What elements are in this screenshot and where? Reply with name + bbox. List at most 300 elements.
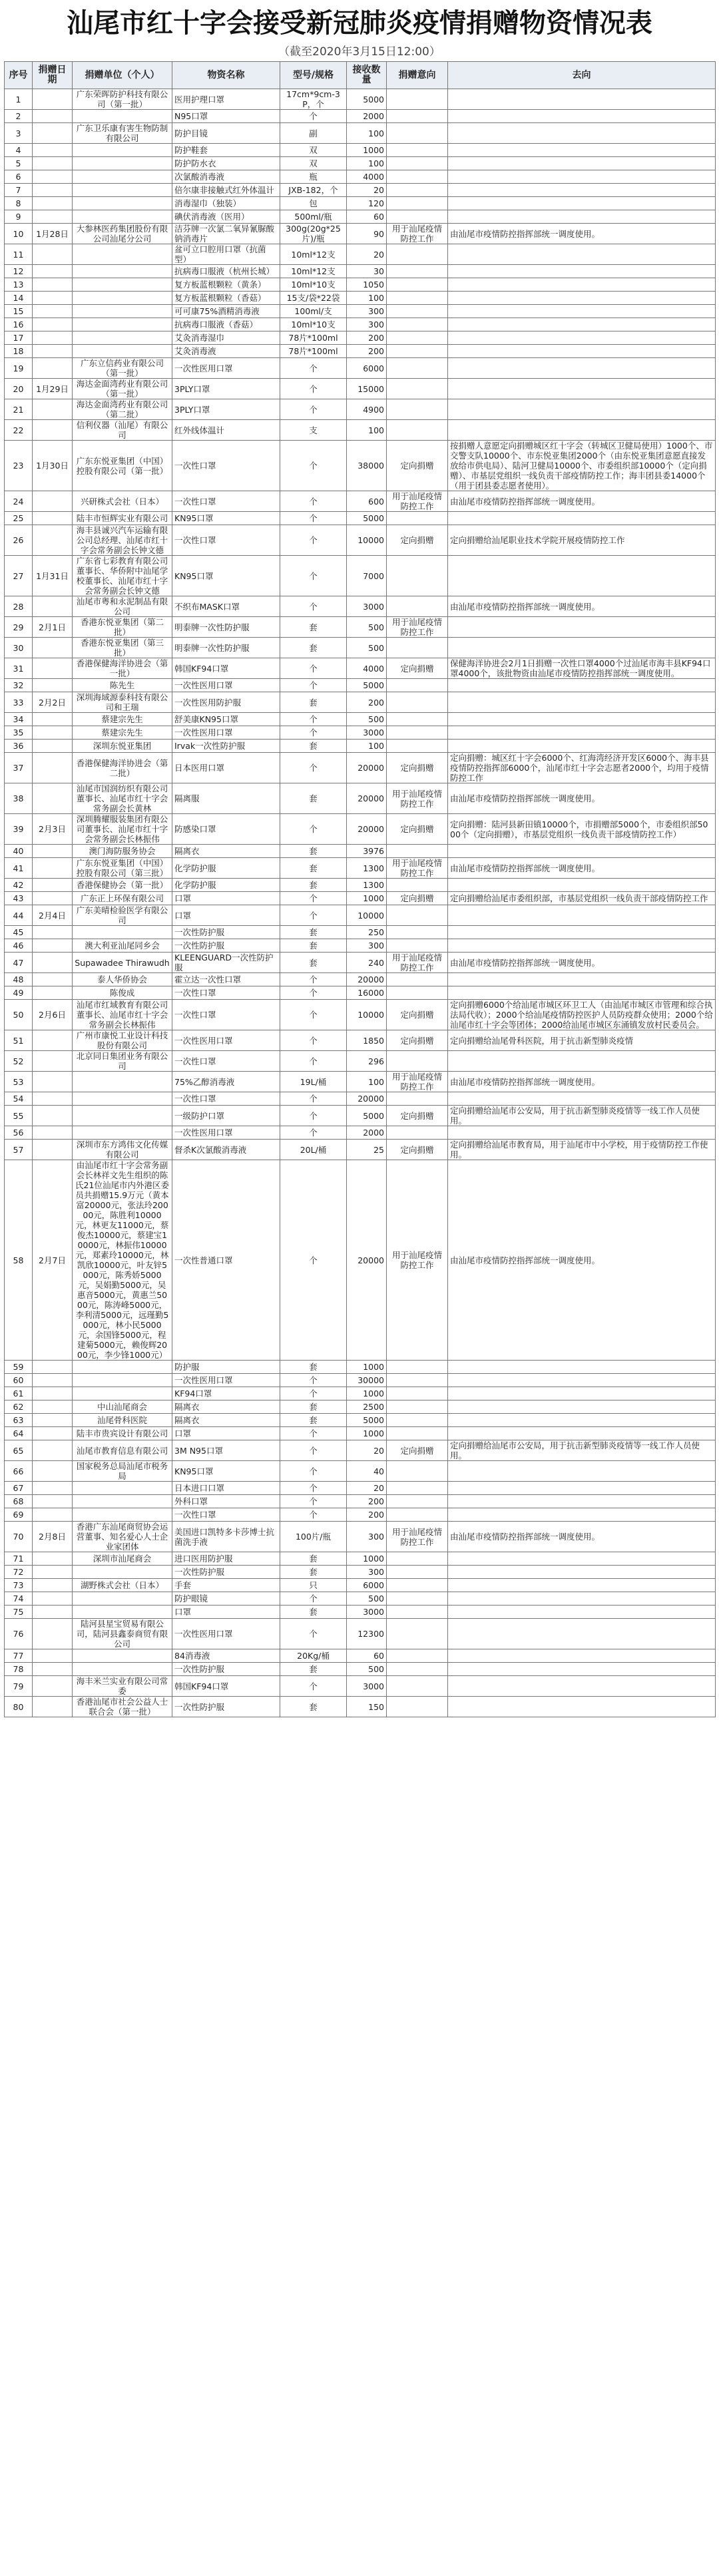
cell-donor: 广东美晴检验医学有限公司 bbox=[73, 905, 172, 926]
cell-date bbox=[33, 1072, 73, 1092]
cell-date bbox=[33, 1051, 73, 1072]
cell-index: 57 bbox=[5, 1140, 33, 1160]
cell-quantity: 5000 bbox=[347, 89, 387, 110]
cell-index: 2 bbox=[5, 110, 33, 123]
cell-quantity: 1000 bbox=[347, 1552, 387, 1566]
cell-date bbox=[33, 1676, 73, 1697]
cell-date: 1月29日 bbox=[33, 379, 73, 399]
cell-quantity: 100 bbox=[347, 740, 387, 753]
cell-spec: 17cm*9cm-3P，个 bbox=[280, 89, 347, 110]
cell-intent bbox=[387, 210, 448, 224]
table-row bbox=[5, 491, 716, 512]
cell-index: 51 bbox=[5, 1030, 33, 1051]
table-row bbox=[5, 441, 716, 491]
cell-item: 一次性医用口罩 bbox=[172, 679, 280, 692]
cell-destination bbox=[448, 1552, 716, 1566]
cell-index: 36 bbox=[5, 740, 33, 753]
cell-intent bbox=[387, 692, 448, 713]
cell-quantity: 200 bbox=[347, 1495, 387, 1508]
cell-index: 47 bbox=[5, 953, 33, 973]
cell-donor bbox=[73, 1606, 172, 1619]
cell-quantity: 25 bbox=[347, 1140, 387, 1160]
cell-intent bbox=[387, 1482, 448, 1495]
cell-intent bbox=[387, 1566, 448, 1579]
cell-item: 一次性口罩 bbox=[172, 1051, 280, 1072]
cell-donor bbox=[73, 1092, 172, 1106]
cell-index: 41 bbox=[5, 858, 33, 879]
cell-date bbox=[33, 1030, 73, 1051]
cell-destination bbox=[448, 1566, 716, 1579]
cell-spec: 套 bbox=[280, 939, 347, 953]
cell-intent bbox=[387, 1361, 448, 1374]
table-row bbox=[5, 1649, 716, 1663]
cell-item: KN95口罩 bbox=[172, 512, 280, 525]
cell-intent: 定向捐赠 bbox=[387, 1140, 448, 1160]
cell-destination bbox=[448, 244, 716, 265]
cell-item: 一次性口罩 bbox=[172, 1000, 280, 1030]
cell-date bbox=[33, 679, 73, 692]
cell-index: 62 bbox=[5, 1400, 33, 1414]
cell-item: 一级防护口罩 bbox=[172, 1106, 280, 1126]
cell-item: 一次性口罩 bbox=[172, 986, 280, 1000]
cell-donor bbox=[73, 926, 172, 939]
cell-item: 3PLY口罩 bbox=[172, 399, 280, 420]
table-row bbox=[5, 814, 716, 845]
cell-donor bbox=[73, 318, 172, 331]
cell-date bbox=[33, 318, 73, 331]
header-donor: 捐赠单位（个人） bbox=[73, 62, 172, 89]
table-row bbox=[5, 197, 716, 210]
cell-index: 50 bbox=[5, 1000, 33, 1030]
cell-intent bbox=[387, 110, 448, 123]
cell-donor: 大参林医药集团股份有限公司汕尾分公司 bbox=[73, 224, 172, 244]
table-row bbox=[5, 292, 716, 305]
table-row bbox=[5, 89, 716, 110]
cell-item: 84消毒液 bbox=[172, 1649, 280, 1663]
table-row bbox=[5, 244, 716, 265]
cell-intent bbox=[387, 986, 448, 1000]
cell-spec: 个 bbox=[280, 491, 347, 512]
table-row bbox=[5, 1566, 716, 1579]
cell-date bbox=[33, 1374, 73, 1387]
table-row bbox=[5, 345, 716, 358]
cell-item: KN95口罩 bbox=[172, 1461, 280, 1482]
cell-quantity: 1000 bbox=[347, 144, 387, 157]
table-row bbox=[5, 1072, 716, 1092]
header-quantity: 接收数量 bbox=[347, 62, 387, 89]
cell-destination bbox=[448, 512, 716, 525]
document-title: 汕尾市红十字会接受新冠肺炎疫情捐赠物资情况表 bbox=[67, 7, 652, 39]
cell-destination: 按捐赠人意愿定向捐赠城区红十字会（转城区卫健局使用）1000个、市交警支队10000个、市东悦亚集团2000个（由东悦亚集团意愿直接发放给市供电局）、陆河卫健局10000个、市委组织部10000个（定向捐赠）、市基层党组织一线负责干部疫情防控工作；海丰团县委14000个（用于团县委志愿者使用）。 bbox=[448, 441, 716, 491]
cell-item: 一次性医用口罩 bbox=[172, 1619, 280, 1649]
cell-destination bbox=[448, 292, 716, 305]
cell-spec: 个 bbox=[280, 1619, 347, 1649]
cell-spec: 个 bbox=[280, 512, 347, 525]
cell-date bbox=[33, 658, 73, 679]
cell-spec: 78片*100ml bbox=[280, 331, 347, 345]
cell-donor: 澳门海防服务协会 bbox=[73, 845, 172, 858]
cell-intent: 定向捐赠 bbox=[387, 1106, 448, 1126]
cell-donor bbox=[73, 265, 172, 278]
cell-destination bbox=[448, 1482, 716, 1495]
cell-destination: 定向捐赠给汕尾市公安局，用于抗击新型肺炎疫情等一线工作人员使用。 bbox=[448, 1106, 716, 1126]
cell-destination bbox=[448, 318, 716, 331]
cell-date bbox=[33, 1552, 73, 1566]
table-row bbox=[5, 1552, 716, 1566]
cell-intent bbox=[387, 144, 448, 157]
cell-quantity: 5000 bbox=[347, 1106, 387, 1126]
cell-donor: 海丰县诚兴汽车运输有限公司总经理、汕尾市红十字会常务副会长钟文德 bbox=[73, 525, 172, 556]
cell-spec: 个 bbox=[280, 1592, 347, 1606]
table-row bbox=[5, 926, 716, 939]
cell-donor bbox=[73, 210, 172, 224]
cell-index: 30 bbox=[5, 638, 33, 658]
cell-destination bbox=[448, 1461, 716, 1482]
cell-index: 73 bbox=[5, 1579, 33, 1592]
cell-date bbox=[33, 973, 73, 986]
cell-quantity: 300 bbox=[347, 1522, 387, 1552]
cell-index: 55 bbox=[5, 1106, 33, 1126]
cell-spec: 个 bbox=[280, 1030, 347, 1051]
cell-index: 6 bbox=[5, 170, 33, 184]
cell-spec: 套 bbox=[280, 953, 347, 973]
header-row bbox=[5, 62, 716, 89]
cell-date bbox=[33, 1592, 73, 1606]
cell-spec: 只 bbox=[280, 1579, 347, 1592]
cell-item: 碘伏消毒液（医用） bbox=[172, 210, 280, 224]
cell-item: 防护服 bbox=[172, 1361, 280, 1374]
cell-donor: 兴研株式会社（日本） bbox=[73, 491, 172, 512]
cell-intent bbox=[387, 1414, 448, 1427]
table-row bbox=[5, 265, 716, 278]
cell-intent bbox=[387, 305, 448, 318]
table-row bbox=[5, 1414, 716, 1427]
cell-intent bbox=[387, 939, 448, 953]
table-row bbox=[5, 305, 716, 318]
cell-item: 隔离服 bbox=[172, 783, 280, 814]
cell-index: 9 bbox=[5, 210, 33, 224]
cell-index: 75 bbox=[5, 1606, 33, 1619]
cell-index: 72 bbox=[5, 1566, 33, 1579]
cell-item: 一次性防护服 bbox=[172, 926, 280, 939]
cell-item: 防护目镜 bbox=[172, 123, 280, 144]
cell-donor: 汕尾市粤和永泥制品有限公司 bbox=[73, 596, 172, 617]
table-row bbox=[5, 1387, 716, 1400]
cell-intent bbox=[387, 292, 448, 305]
cell-item: 韩国KF94口罩 bbox=[172, 1676, 280, 1697]
cell-quantity: 200 bbox=[347, 692, 387, 713]
cell-spec: 个 bbox=[280, 358, 347, 379]
cell-item: Irvak一次性防护服 bbox=[172, 740, 280, 753]
cell-item: 防护鞋套 bbox=[172, 144, 280, 157]
cell-destination bbox=[448, 1676, 716, 1697]
cell-donor bbox=[73, 197, 172, 210]
cell-item: 防感染口罩 bbox=[172, 814, 280, 845]
cell-donor: 广东卫乐康有害生物防制有限公司 bbox=[73, 123, 172, 144]
cell-intent bbox=[387, 1592, 448, 1606]
cell-date: 1月30日 bbox=[33, 441, 73, 491]
cell-quantity: 296 bbox=[347, 1051, 387, 1072]
cell-index: 27 bbox=[5, 556, 33, 596]
cell-quantity: 10000 bbox=[347, 905, 387, 926]
cell-date bbox=[33, 1495, 73, 1508]
cell-index: 61 bbox=[5, 1387, 33, 1400]
cell-index: 77 bbox=[5, 1649, 33, 1663]
cell-item: 口罩 bbox=[172, 1606, 280, 1619]
cell-index: 16 bbox=[5, 318, 33, 331]
cell-item: 艾灸消毒液 bbox=[172, 345, 280, 358]
cell-date bbox=[33, 170, 73, 184]
cell-spec: 个 bbox=[280, 1495, 347, 1508]
cell-destination bbox=[448, 1374, 716, 1387]
cell-destination bbox=[448, 986, 716, 1000]
cell-index: 19 bbox=[5, 358, 33, 379]
cell-donor: 汕尾市教育信息有限公司 bbox=[73, 1440, 172, 1461]
cell-quantity: 300 bbox=[347, 305, 387, 318]
cell-quantity: 3000 bbox=[347, 726, 387, 740]
table-row bbox=[5, 525, 716, 556]
document-subtitle: （截至2020年3月15日12:00） bbox=[278, 45, 441, 59]
cell-spec: 套 bbox=[280, 740, 347, 753]
cell-destination: 由汕尾市疫情防控指挥部统一调度使用。 bbox=[448, 953, 716, 973]
cell-destination: 由汕尾市疫情防控指挥部统一调度使用。 bbox=[448, 1522, 716, 1552]
cell-destination: 由汕尾市疫情防控指挥部统一调度使用。 bbox=[448, 1160, 716, 1361]
cell-quantity: 20 bbox=[347, 1482, 387, 1495]
cell-index: 13 bbox=[5, 278, 33, 292]
cell-spec: 套 bbox=[280, 1566, 347, 1579]
cell-index: 46 bbox=[5, 939, 33, 953]
cell-intent bbox=[387, 278, 448, 292]
cell-quantity: 15000 bbox=[347, 379, 387, 399]
cell-item: 督杀K次氯酸消毒液 bbox=[172, 1140, 280, 1160]
cell-spec: 个 bbox=[280, 713, 347, 726]
cell-item: 可可康75%酒精消毒液 bbox=[172, 305, 280, 318]
cell-intent bbox=[387, 1649, 448, 1663]
cell-spec: 套 bbox=[280, 1697, 347, 1717]
cell-destination: 定向捐赠给汕尾骨科医院，用于抗击新型肺炎疫情 bbox=[448, 1030, 716, 1051]
cell-date bbox=[33, 110, 73, 123]
cell-spec: 个 bbox=[280, 596, 347, 617]
cell-index: 45 bbox=[5, 926, 33, 939]
cell-intent bbox=[387, 1092, 448, 1106]
cell-spec: 20L/桶 bbox=[280, 1140, 347, 1160]
cell-spec: 个 bbox=[280, 892, 347, 905]
table-row bbox=[5, 1092, 716, 1106]
cell-index: 52 bbox=[5, 1051, 33, 1072]
cell-item: 一次性口罩 bbox=[172, 441, 280, 491]
cell-quantity: 12300 bbox=[347, 1619, 387, 1649]
cell-destination bbox=[448, 1126, 716, 1140]
cell-date bbox=[33, 926, 73, 939]
cell-spec: 300g(20g*25片)/瓶 bbox=[280, 224, 347, 244]
cell-destination bbox=[448, 123, 716, 144]
cell-destination bbox=[448, 157, 716, 170]
cell-donor: 由汕尾市红十字会常务副会长林祥文先生组织的陈氏21位汕尾市内外港区委员共捐赠15.9万元（黄本富20000元，张法玲20000元，陈胜利10000元，林更友11000元，蔡俊杰10000元，蔡建宝10000元，林振伟10000元，郑素玲10000元，林凯欣10000元，叶友锌5000元，陈秀娇5000元，吴娟勤5000元，吴惠音5000元，黄惠兰5000元，陈涛峰5000元，李利清5000元，远瑾勤5000元，林小民5000元，余国锋5000元，程建菊5000元，赖俊辉2000元，李少锋1000元） bbox=[73, 1160, 172, 1361]
table-row bbox=[5, 892, 716, 905]
cell-spec: 个 bbox=[280, 1508, 347, 1522]
cell-index: 43 bbox=[5, 892, 33, 905]
cell-quantity: 20 bbox=[347, 184, 387, 197]
cell-spec: 个 bbox=[280, 1106, 347, 1126]
cell-date bbox=[33, 845, 73, 858]
cell-spec: 100ml/支 bbox=[280, 305, 347, 318]
table-row bbox=[5, 1619, 716, 1649]
cell-spec: 个 bbox=[280, 399, 347, 420]
cell-destination: 定向捐赠：城区红十字会6000个、红海湾经济开发区6000个、海丰县疫情防控指挥部6000个，汕尾市红十字会志愿者2000个，均用于疫情防控工作 bbox=[448, 753, 716, 783]
cell-donor bbox=[73, 1566, 172, 1579]
cell-date bbox=[33, 1482, 73, 1495]
cell-destination bbox=[448, 184, 716, 197]
cell-index: 31 bbox=[5, 658, 33, 679]
cell-index: 66 bbox=[5, 1461, 33, 1482]
cell-spec: 套 bbox=[280, 1361, 347, 1374]
cell-intent: 定向捐赠 bbox=[387, 1030, 448, 1051]
cell-quantity: 1000 bbox=[347, 1361, 387, 1374]
cell-intent bbox=[387, 89, 448, 110]
cell-destination bbox=[448, 89, 716, 110]
cell-donor: 深圳东悦亚集团 bbox=[73, 740, 172, 753]
cell-donor: 香港保健海洋协进会（第一批） bbox=[73, 658, 172, 679]
header-item: 物资名称 bbox=[172, 62, 280, 89]
table-row bbox=[5, 144, 716, 157]
cell-item: 隔离衣 bbox=[172, 845, 280, 858]
table-row bbox=[5, 1606, 716, 1619]
cell-quantity: 10000 bbox=[347, 1000, 387, 1030]
cell-destination bbox=[448, 939, 716, 953]
cell-index: 18 bbox=[5, 345, 33, 358]
cell-date bbox=[33, 1649, 73, 1663]
cell-spec: 个 bbox=[280, 110, 347, 123]
cell-date bbox=[33, 278, 73, 292]
cell-quantity: 5000 bbox=[347, 512, 387, 525]
cell-destination bbox=[448, 713, 716, 726]
table-row bbox=[5, 157, 716, 170]
cell-quantity: 2500 bbox=[347, 1400, 387, 1414]
cell-date bbox=[33, 740, 73, 753]
cell-donor: 蔡建宗先生 bbox=[73, 726, 172, 740]
cell-quantity: 30000 bbox=[347, 1374, 387, 1387]
table-row bbox=[5, 210, 716, 224]
cell-date bbox=[33, 1092, 73, 1106]
cell-intent bbox=[387, 726, 448, 740]
cell-destination bbox=[448, 1663, 716, 1676]
cell-destination bbox=[448, 345, 716, 358]
table-row bbox=[5, 1697, 716, 1717]
cell-spec: 套 bbox=[280, 1663, 347, 1676]
cell-item: 一次性口罩 bbox=[172, 491, 280, 512]
cell-item: 消毒湿巾（独装） bbox=[172, 197, 280, 210]
cell-date bbox=[33, 858, 73, 879]
cell-index: 21 bbox=[5, 399, 33, 420]
cell-index: 44 bbox=[5, 905, 33, 926]
cell-donor bbox=[73, 157, 172, 170]
cell-quantity: 20000 bbox=[347, 1160, 387, 1361]
cell-item: 3PLY口罩 bbox=[172, 379, 280, 399]
cell-item: 3M N95口罩 bbox=[172, 1440, 280, 1461]
cell-intent bbox=[387, 1051, 448, 1072]
cell-donor bbox=[73, 278, 172, 292]
cell-date bbox=[33, 157, 73, 170]
cell-donor: 香港东悦亚集团（第三批） bbox=[73, 638, 172, 658]
cell-spec: 个 bbox=[280, 556, 347, 596]
cell-intent bbox=[387, 556, 448, 596]
cell-destination bbox=[448, 331, 716, 345]
cell-destination: 定向捐赠给汕尾市教育局，用于汕尾市中小学校，用于疫情防控工作使用。 bbox=[448, 1140, 716, 1160]
cell-intent: 定向捐赠 bbox=[387, 1000, 448, 1030]
cell-intent: 用于汕尾疫情防控工作 bbox=[387, 953, 448, 973]
cell-quantity: 1050 bbox=[347, 278, 387, 292]
cell-intent bbox=[387, 1663, 448, 1676]
cell-destination bbox=[448, 679, 716, 692]
cell-item: 盆可立口腔用口罩（抗菌型） bbox=[172, 244, 280, 265]
table-row bbox=[5, 184, 716, 197]
cell-destination bbox=[448, 692, 716, 713]
cell-donor: 广东正上环保有限公司 bbox=[73, 892, 172, 905]
cell-donor bbox=[73, 331, 172, 345]
cell-date bbox=[33, 1461, 73, 1482]
cell-item: 隔离衣 bbox=[172, 1414, 280, 1427]
cell-intent bbox=[387, 879, 448, 892]
cell-item: 洁芬牌一次氯二氧异氰脲酸钠消毒片 bbox=[172, 224, 280, 244]
cell-spec: 套 bbox=[280, 1552, 347, 1566]
cell-quantity: 500 bbox=[347, 617, 387, 638]
cell-date bbox=[33, 1606, 73, 1619]
cell-quantity: 20000 bbox=[347, 814, 387, 845]
cell-destination bbox=[448, 278, 716, 292]
table-row bbox=[5, 1030, 716, 1051]
cell-intent bbox=[387, 1606, 448, 1619]
cell-spec: 支 bbox=[280, 420, 347, 441]
cell-destination bbox=[448, 1495, 716, 1508]
cell-donor: 香港广东汕尾商贸协会运营董事、知名爱心人士企业家团体 bbox=[73, 1522, 172, 1552]
cell-quantity: 300 bbox=[347, 318, 387, 331]
cell-item: 外科口罩 bbox=[172, 1495, 280, 1508]
cell-date bbox=[33, 753, 73, 783]
cell-destination bbox=[448, 1051, 716, 1072]
cell-donor bbox=[73, 244, 172, 265]
cell-donor: 汕尾市国润纺织有限公司董事长、汕尾市红十字会常务副会长黄林 bbox=[73, 783, 172, 814]
cell-quantity: 100 bbox=[347, 157, 387, 170]
cell-intent bbox=[387, 265, 448, 278]
cell-quantity: 300 bbox=[347, 939, 387, 953]
cell-index: 76 bbox=[5, 1619, 33, 1649]
cell-index: 71 bbox=[5, 1552, 33, 1566]
table-header bbox=[5, 62, 716, 89]
cell-donor bbox=[73, 1106, 172, 1126]
cell-date bbox=[33, 184, 73, 197]
cell-index: 29 bbox=[5, 617, 33, 638]
cell-destination bbox=[448, 144, 716, 157]
cell-intent bbox=[387, 1697, 448, 1717]
table-row bbox=[5, 726, 716, 740]
cell-date bbox=[33, 1697, 73, 1717]
cell-index: 33 bbox=[5, 692, 33, 713]
cell-spec: 双 bbox=[280, 144, 347, 157]
cell-index: 74 bbox=[5, 1592, 33, 1606]
cell-destination: 定向捐赠：陆河县新田镇10000个，市捐赠部5000个，市委组织部5000个（定向捐赠），市基层党组织一线负责干部疫情防控工作） bbox=[448, 814, 716, 845]
cell-intent bbox=[387, 713, 448, 726]
cell-quantity: 6000 bbox=[347, 358, 387, 379]
cell-date bbox=[33, 879, 73, 892]
cell-spec: 个 bbox=[280, 726, 347, 740]
cell-date bbox=[33, 1361, 73, 1374]
cell-index: 5 bbox=[5, 157, 33, 170]
cell-destination: 定向捐赠6000个给汕尾市城区环卫工人（由汕尾市城区市管理和综合执法局代收）；2000个给汕尾疫情防控医护人员防疫群众使用；2000个给汕尾市红十字会等团体；2000给汕尾市城区东涌镇发放村民委员会。 bbox=[448, 1000, 716, 1030]
cell-index: 42 bbox=[5, 879, 33, 892]
cell-date bbox=[33, 210, 73, 224]
table-row bbox=[5, 1508, 716, 1522]
cell-quantity: 2000 bbox=[347, 1126, 387, 1140]
